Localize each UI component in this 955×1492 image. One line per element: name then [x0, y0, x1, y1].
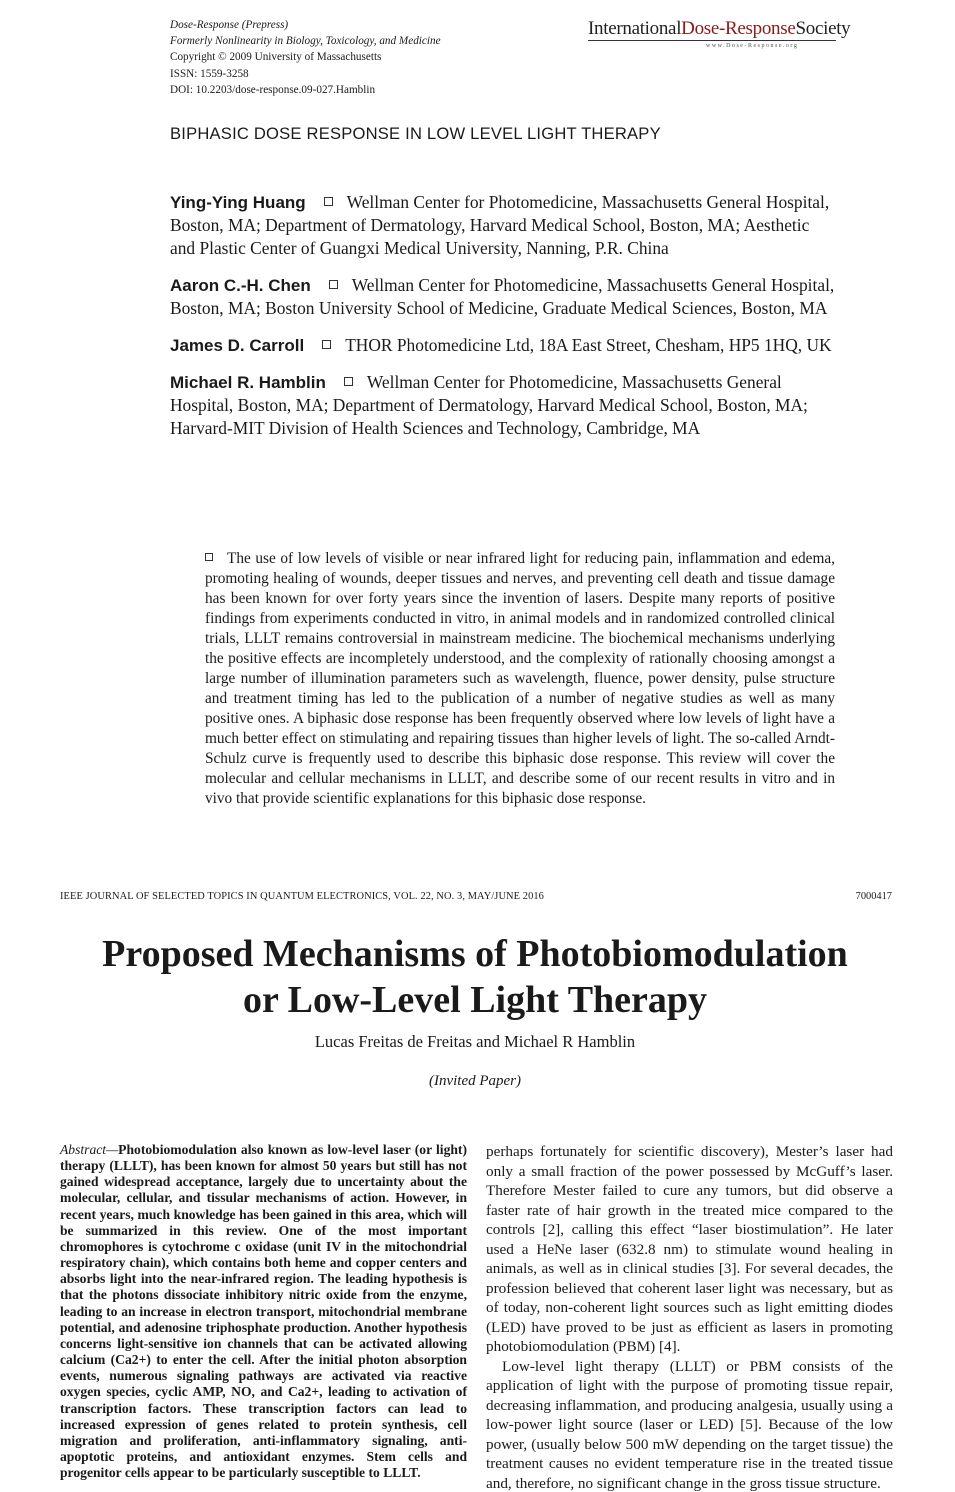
issn: ISSN: 1559-3258 [170, 67, 249, 80]
article-title: BIPHASIC DOSE RESPONSE IN LOW LEVEL LIGHT THERAPY [170, 124, 661, 143]
abstract-text: The use of low levels of visible or near infrared light for reducing pain, inflammation and edema, promoting healing of wounds, deeper tissues and nerves, and preventing cell death and tissue damage has been known for over forty years since the invention of lasers. Despite many reports of positive findings from experiments conducted in vitro, in animal models and in randomized controlled clinical trials, LLLT remains controversial in mainstream medicine. The biochemical mechanisms underlying the positive effects are incompletely understood, and the complexity of rationally choosing amongst a large number of illumination parameters such as wavelength, fluence, power density, pulse structure and treatment timing has led to the publication of a number of negative studies as well as many positive ones. A biphasic dose response has been frequently observed where low levels of light have a much better effect on stimulating and repairing tissues than higher levels of light. The so-called Arndt-Schulz curve is frequently used to describe this biphasic dose response. This review will cover the molecular and cellular mechanisms in LLLT, and describe some of our recent results in vitro and in vivo that provide scientific explanations for this biphasic dose response. [205, 550, 835, 807]
author-entry [170, 334, 835, 357]
logo-rule [588, 40, 836, 41]
author-entry [170, 371, 835, 440]
paper-authors: Lucas Freitas de Freitas and Michael R Hamblin [314, 1032, 636, 1051]
journal-formerly: Formerly Nonlinearity in Biology, Toxicology, and Medicine [170, 35, 441, 48]
copyright: Copyright © 2009 University of Massachusetts [170, 51, 382, 64]
author-affiliation: THOR Photomedicine Ltd, 18A East Street, Chesham, HP5 1HQ, UK [345, 335, 832, 355]
doi: DOI: 10.2203/dose-response.09-027.Hamblin [170, 83, 376, 96]
author-affiliation: Wellman Center for Photomedicine, Massachusetts General Hospital, Boston, MA; Department of Dermatology, Harvard Medical School, Boston, MA; Aesthetic and Plastic Center of Guangxi Medical University, Nanning, P.R. China [170, 192, 830, 258]
logo-part-1: International [588, 18, 682, 39]
journal-name: Dose-Response (Prepress) [170, 19, 289, 31]
paper-title [60, 931, 890, 1023]
author-name: Michael R. Hamblin [170, 373, 326, 392]
paper-title-line-1: Proposed Mechanisms of Photobiomodulation [102, 933, 848, 975]
body-paragraph: Low-level light therapy (LLLT) or PBM consists of the application of light with the purpose of promoting tissue repair, decreasing inflammation, and producing analgesia, usually using a low-power light source (laser or LED) [5]. Because of the low power, (usually below 500 mW depending on the target tissue) the treatment causes no evident temperature rise in the treated tissue and, therefore, no significant change in the gross tissue structure. [486, 1357, 893, 1492]
page-number: 7000417 [855, 891, 892, 902]
author-name: Ying-Ying Huang [170, 193, 306, 212]
author-affiliation: Wellman Center for Photomedicine, Massachusetts General Hospital, Boston, MA; Department of Dermatology, Harvard Medical School, Boston, MA; Harvard-MIT Division of Health Sciences and Technology, Cambridge, MA [170, 372, 808, 438]
logo-part-2: Dose-Response [681, 18, 796, 39]
journal-metadata [170, 17, 441, 98]
page-2-ieee [0, 880, 955, 1492]
author-entry [170, 191, 835, 260]
separator-square-icon [329, 280, 338, 289]
body-paragraph: perhaps fortunately for scientific discovery), Mester’s laser had only a small fraction of the power possessed by McGuff’s laser. Therefore Mester failed to cure any tumors, but did observe a faster rate of hair growth in the treated mice compared to the controls [2], calling this effect “laser biostimulation”. He later used a HeNe laser (632.8 nm) to stimulate wound healing in animals, as well as in clinical studies [3]. For several decades, the profession believed that coherent laser light was necessary, but as of today, non-coherent light sources such as light emitting diodes (LED) have proved to be just as efficient as lasers in promoting photobiomodulation (PBM) [4]. [486, 1143, 893, 1355]
invited-label: (Invited Paper) [428, 1073, 522, 1089]
author-entry [170, 274, 835, 320]
author-list [170, 191, 835, 454]
abstract-square-icon [205, 553, 213, 561]
paper-title-line-2: or Low-Level Light Therapy [242, 979, 708, 1021]
running-head: IEEE JOURNAL OF SELECTED TOPICS IN QUANTUM ELECTRONICS, VOL. 22, NO. 3, MAY/JUNE 2016 [60, 891, 544, 902]
separator-square-icon [322, 340, 331, 349]
abstract-column [60, 1142, 467, 1481]
separator-square-icon [324, 197, 333, 206]
author-affiliation: Wellman Center for Photomedicine, Massachusetts General Hospital, Boston, MA; Boston University School of Medicine, Graduate Medical Sciences, Boston, MA [170, 275, 835, 318]
abstract-lead: Abstract— [60, 1142, 119, 1157]
logo-url: www.Dose-Response.org [706, 43, 799, 49]
body-column [486, 1142, 893, 1492]
society-logo [588, 18, 851, 49]
abstract-body: Photobiomodulation also known as low-level laser (or light) therapy (LLLT), has been known for almost 50 years but still has not gained widespread acceptance, largely due to uncertainty about the molecular, cellular, and tissular mechanisms of action. However, in recent years, much knowledge has been gained in this area, which will be summarized in this review. One of the most important chromophores is cytochrome c oxidase (unit IV in the mitochondrial respiratory chain), which contains both heme and copper centers and absorbs light into the near-infrared region. The leading hypothesis is that the photons dissociate inhibitory nitric oxide from the enzyme, leading to an increase in electron transport, mitochondrial membrane potential, and adenosine triphosphate production. Another hypothesis concerns light-sensitive ion channels that can be activated allowing calcium (Ca2+) to enter the cell. After the initial photon absorption events, numerous signaling pathways are activated via reactive oxygen species, cyclic AMP, NO, and Ca2+, leading to activation of transcription factors. These transcription factors can lead to increased expression of genes related to protein synthesis, cell migration and proliferation, anti-inflammatory signaling, anti-apoptotic proteins, and antioxidant enzymes. Stem cells and progenitor cells appear to be particularly susceptible to LLLT. [60, 1142, 467, 1481]
author-name: James D. Carroll [170, 336, 305, 355]
abstract [205, 549, 835, 809]
separator-square-icon [344, 377, 353, 386]
logo-part-3: Society [795, 18, 851, 39]
author-name: Aaron C.-H. Chen [170, 276, 311, 295]
